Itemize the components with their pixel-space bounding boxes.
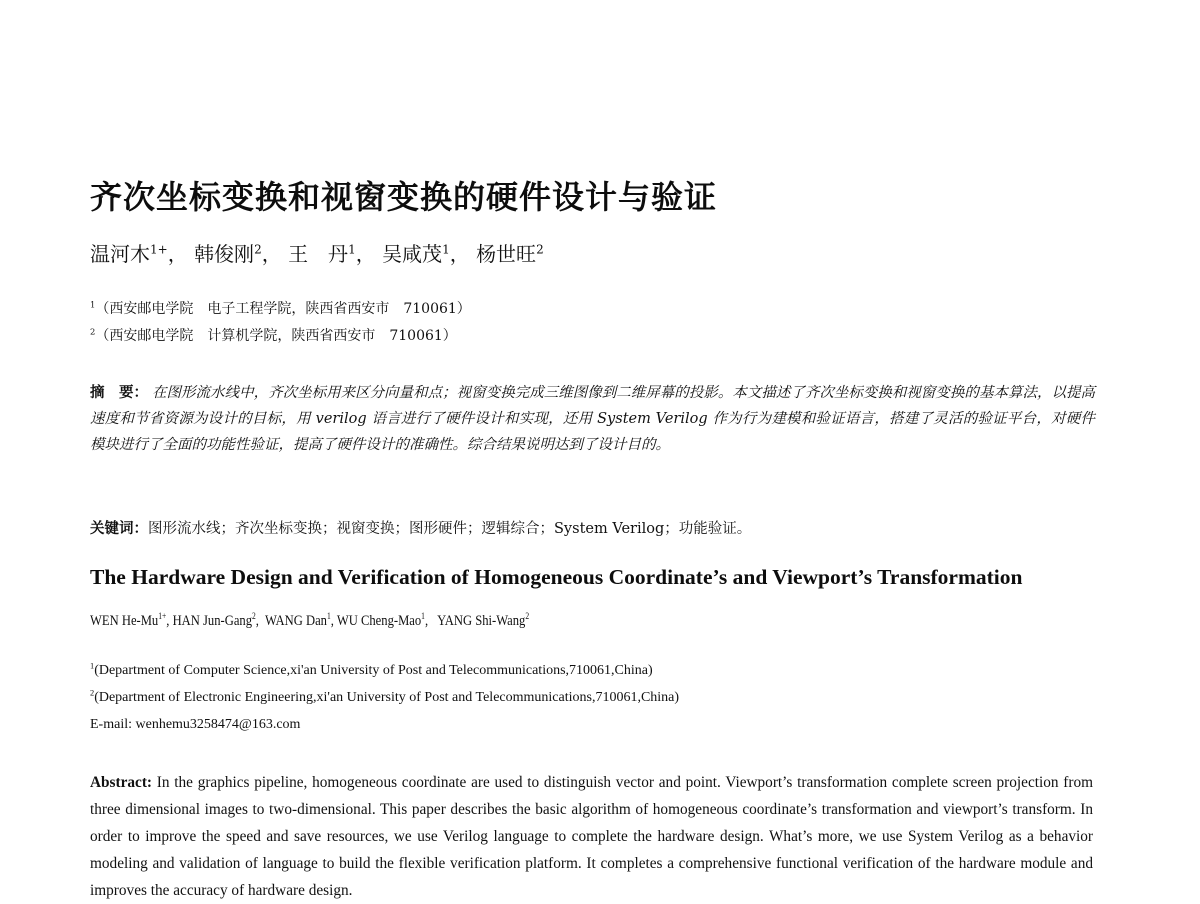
author-5: 杨世旺$^2$	[476, 242, 544, 266]
author-3: WANG Dan$^1$,	[265, 611, 337, 629]
chinese-abstract	[90, 380, 1095, 458]
english-abstract	[90, 769, 1093, 904]
email-label: E-mail:	[90, 717, 132, 732]
email-line	[90, 717, 300, 733]
chinese-title: 齐次坐标变换和视窗变换的硬件设计与验证	[90, 178, 718, 216]
chinese-abstract-label: 摘 要：	[90, 384, 149, 401]
author-4: WU Cheng-Mao$^1$,	[336, 611, 438, 629]
chinese-keywords	[90, 517, 751, 538]
chinese-affiliation-2: $^2$（西安邮电学院 计算机学院，陕西省西安市 710061）	[90, 326, 457, 344]
author-5: YANG Shi-Wang$^2$	[437, 611, 530, 629]
chinese-abstract-text: 在图形流水线中，齐次坐标用来区分向量和点；视窗变换完成三维图像到二维屏幕的投影。本文描述了齐次坐标变换和视窗变换的基本算法，以提高速度和节省资源为设计的目标，用 verilog 语言进行了硬件设计和实现，还用 System Verilog 作为行为建模和验证语言，搭建了灵活的验证平台，对硬件模块进行了全面的功能性验证，提高了硬件设计的准确性。综合结果说明达到了设计目的。	[90, 385, 1095, 453]
english-affiliation-1: $^1$(Department of Computer Science,xi'an University of Post and Telecommunications,710061,China)	[90, 661, 653, 678]
english-title: The Hardware Design and Verification of Homogeneous Coordinate’s and Viewport’s Transformation	[90, 565, 1023, 589]
english-abstract-label: Abstract:	[90, 774, 153, 791]
chinese-keywords-text: 图形流水线；齐次坐标变换；视窗变换；图形硬件；逻辑综合；System Verilog；功能验证。	[148, 521, 752, 537]
author-2: HAN Jun-Gang$^2$,	[172, 611, 266, 629]
english-affiliation-2: $^2$(Department of Electronic Engineering,xi'an University of Post and Telecommunications,710061,China)	[90, 688, 680, 705]
author-4: 吴咸茂$^1$，	[382, 242, 470, 266]
author-3: 王 丹$^1$，	[288, 242, 376, 266]
author-2: 韩俊刚$^2$，	[194, 242, 282, 266]
chinese-keywords-label: 关键词：	[90, 521, 148, 537]
author-1: WEN $He-Mu^{1+}$,	[90, 611, 173, 629]
email-address: wenhemu3258474@163.com	[135, 717, 301, 732]
author-1: 温河木$^{1+}$，	[90, 242, 188, 266]
chinese-affiliation-1: $^1$（西安邮电学院 电子工程学院，陕西省西安市 710061）	[90, 299, 471, 317]
english-abstract-text: In the graphics pipeline, homogeneous coordinate are used to distinguish vector and point. Viewport’s transformation complete screen projection from three dimensional images to two-dimensional. This paper describes the basic algorithm of homogeneous coordinate’s transformation and viewport’s transform. In order to improve the speed and save resources, we use Verilog language to complete the hardware design. What’s more, we use System Verilog as a behavior modeling and validation of language to build the flexible verification platform. It completes a comprehensive functional verification of the hardware module and improves the accuracy of hardware design.	[90, 774, 1094, 899]
english-authors	[90, 613, 529, 630]
chinese-authors	[90, 238, 544, 267]
